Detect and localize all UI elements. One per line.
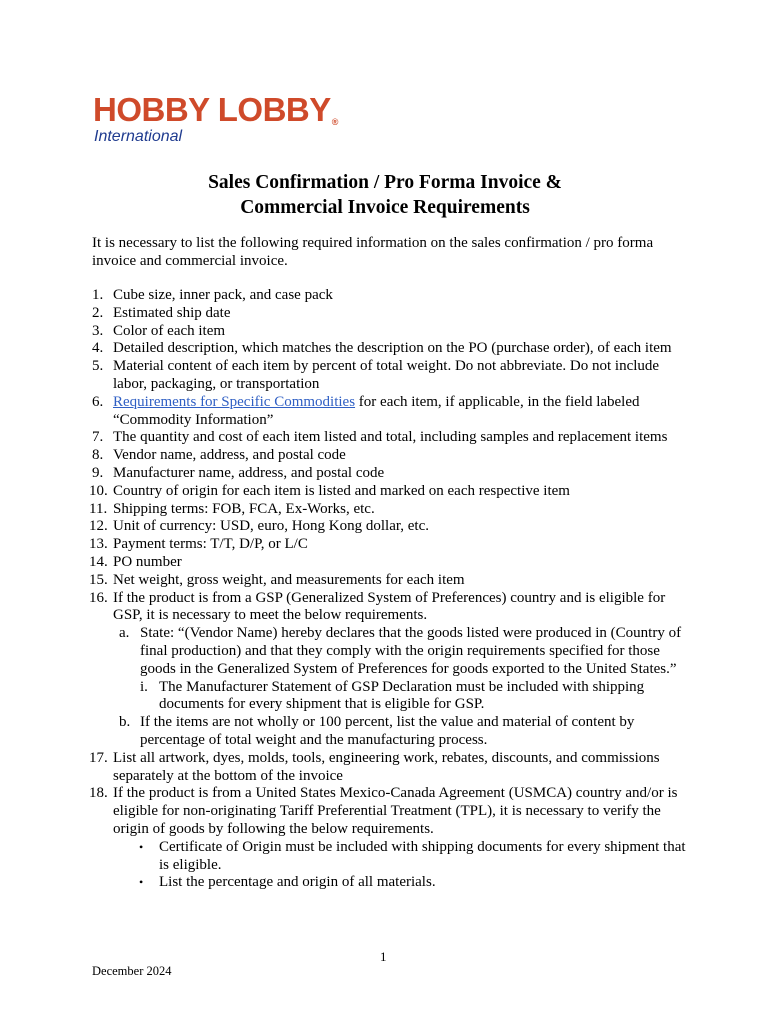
item-number: 6. xyxy=(92,393,104,410)
list-item xyxy=(92,340,692,358)
item-text: If the product is from a United States Mexico-Canada Agreement (USMCA) country and/or is eligible for non-originating Tariff Preferential Treatment (TPL), it is necessary to verify the origin of goods by following the below requirements. xyxy=(113,785,678,837)
item-text: Unit of currency: USD, euro, Hong Kong dollar, etc. xyxy=(113,518,429,535)
list-item xyxy=(92,447,692,465)
registered-mark: ® xyxy=(331,117,338,127)
item-text: Cube size, inner pack, and case pack xyxy=(113,287,333,303)
list-item xyxy=(89,571,692,590)
item-text: Detailed description, which matches the description on the PO (purchase order), of each item xyxy=(113,340,672,357)
item-text: Manufacturer name, address, and postal code xyxy=(113,464,385,481)
sub-text: The Manufacturer Statement of GSP Declaration must be included with shipping documents for every shipment that is eligible for GSP. xyxy=(159,678,645,713)
sub-text: If the items are not wholly or 100 percent, list the value and material of content by percentage of total weight and the manufacturing process. xyxy=(140,714,635,748)
bullet-text: Certificate of Origin must be included with shipping documents for every shipment that is eligible. xyxy=(159,838,686,873)
list-item xyxy=(89,536,692,554)
list-item xyxy=(89,482,692,501)
item-text: List all artwork, dyes, molds, tools, engineering work, rebates, discounts, and commissions separately at the bottom of the invoice xyxy=(113,749,660,784)
item-number: 18. xyxy=(89,785,108,802)
title-line-1: Sales Confirmation / Pro Forma Invoice & xyxy=(208,172,562,193)
bullet-text: List the percentage and origin of all materials. xyxy=(159,874,436,891)
item-text: Shipping terms: FOB, FCA, Ex-Works, etc. xyxy=(113,500,375,517)
commodities-link[interactable]: Requirements for Specific Commodities xyxy=(113,393,356,410)
title-line-2: Commercial Invoice Requirements xyxy=(240,197,530,218)
list-item xyxy=(89,785,692,838)
sub-marker: b. xyxy=(119,714,131,731)
requirements-list xyxy=(89,287,692,892)
item-number: 5. xyxy=(92,358,104,375)
item-number: 3. xyxy=(92,322,104,339)
sub-marker: a. xyxy=(119,625,130,642)
item-number: 12. xyxy=(89,518,108,535)
footer-date: December 2024 xyxy=(92,964,172,978)
item-text: for each item, if applicable, in the field labeled “Commodity Information” xyxy=(113,393,640,428)
list-item xyxy=(89,500,692,519)
item-number: 15. xyxy=(89,571,108,588)
item-number: 13. xyxy=(89,536,108,553)
sub-item-a xyxy=(92,625,692,678)
item-number: 2. xyxy=(92,304,104,321)
sub-item-b xyxy=(92,714,692,750)
item-number: 1. xyxy=(92,287,104,303)
bullet-icon: • xyxy=(139,839,144,854)
item-text: Estimated ship date xyxy=(113,304,231,321)
item-text: Payment terms: T/T, D/P, or L/C xyxy=(113,536,308,553)
item-number: 7. xyxy=(92,429,104,446)
list-item xyxy=(89,589,692,626)
document-title xyxy=(0,170,770,220)
item-number: 11. xyxy=(89,500,108,517)
item-text: If the product is from a GSP (Generalized System of Preferences) country and is eligible for GSP, it is necessary to meet the below requirements. xyxy=(113,589,666,624)
list-item xyxy=(89,553,692,572)
logo-subtitle: International xyxy=(94,128,183,145)
item-text: The quantity and cost of each item listed and total, including samples and replacement items xyxy=(113,429,668,446)
list-item xyxy=(92,323,692,341)
list-item xyxy=(92,429,692,447)
list-item xyxy=(92,358,692,394)
list-item xyxy=(89,749,692,786)
item-text: Net weight, gross weight, and measurements for each item xyxy=(113,571,465,588)
item-number: 16. xyxy=(89,589,108,606)
company-logo xyxy=(93,92,337,146)
item-text: Vendor name, address, and postal code xyxy=(113,447,346,464)
sub-text: State: “(Vendor Name) hereby declares that the goods listed were produced in (Country of final production) and that they comply with the origin requirements specified for those goods in the Generalized System of Preferences for goods exported to the United States.” xyxy=(140,625,682,677)
item-number: 4. xyxy=(92,340,104,357)
item-text: Material content of each item by percent of total weight. Do not abbreviate. Do not include labor, packaging, or transportation xyxy=(113,358,660,392)
list-item xyxy=(92,305,692,323)
list-item xyxy=(92,465,692,483)
item-number: 14. xyxy=(89,553,108,570)
item-number: 10. xyxy=(89,482,108,499)
sub-item-i xyxy=(92,679,692,715)
item-text: Country of origin for each item is listed and marked on each respective item xyxy=(113,482,570,499)
sub-marker: i. xyxy=(140,678,148,695)
intro-paragraph: It is necessary to list the following required information on the sales confirmation / pro forma invoice and commercial invoice. xyxy=(92,235,654,269)
list-item xyxy=(92,287,692,305)
logo-wordmark: HOBBY LOBBY xyxy=(93,91,331,128)
item-number: 8. xyxy=(92,447,104,464)
item-text: Color of each item xyxy=(113,322,226,339)
bullet-icon: • xyxy=(139,875,144,890)
bullet-item xyxy=(92,839,692,875)
item-number: 17. xyxy=(89,749,108,766)
bullet-item xyxy=(92,874,692,892)
page-number: 1 xyxy=(380,949,387,964)
item-text: PO number xyxy=(113,553,182,570)
list-item xyxy=(89,518,692,536)
list-item xyxy=(92,394,692,430)
item-number: 9. xyxy=(92,464,104,481)
